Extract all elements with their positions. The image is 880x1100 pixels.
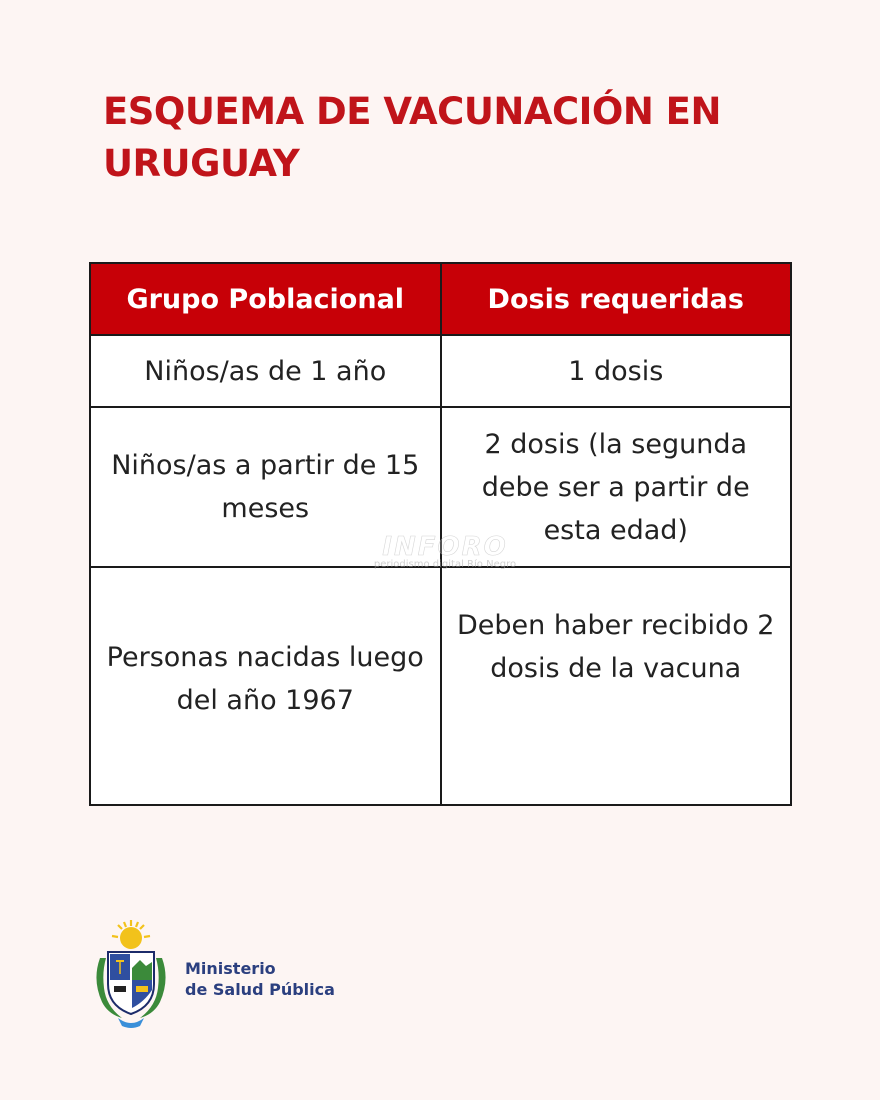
page-title: ESQUEMA DE VACUNACIÓN EN URUGUAY xyxy=(103,90,721,185)
ministry-line-2: de Salud Pública xyxy=(185,980,335,999)
watermark-sub: periodismo digital Río Negro xyxy=(373,559,517,570)
cell-doses: 1 dosis xyxy=(441,335,792,407)
table-header-row xyxy=(90,263,791,335)
table-row xyxy=(90,335,791,407)
header-doses: Dosis requeridas xyxy=(441,263,792,335)
cell-group: Personas nacidas luego del año 1967 xyxy=(90,567,441,805)
cell-doses: Deben haber recibido 2 dosis de la vacuna xyxy=(441,567,792,805)
table-row xyxy=(90,407,791,567)
table-row xyxy=(90,567,791,805)
cell-group: Niños/as de 1 año xyxy=(90,335,441,407)
cell-doses: 2 dosis (la segunda debe ser a partir de esta edad) xyxy=(441,407,792,567)
vaccination-table xyxy=(89,262,792,806)
ministry-line-1: Ministerio xyxy=(185,959,276,978)
ministry-name xyxy=(185,958,335,1000)
header-group: Grupo Poblacional xyxy=(90,263,441,335)
cell-group: Niños/as a partir de 15 meses xyxy=(90,407,441,567)
uruguay-coat-of-arms-icon xyxy=(88,918,174,1030)
watermark-main: INFORO xyxy=(382,532,508,562)
